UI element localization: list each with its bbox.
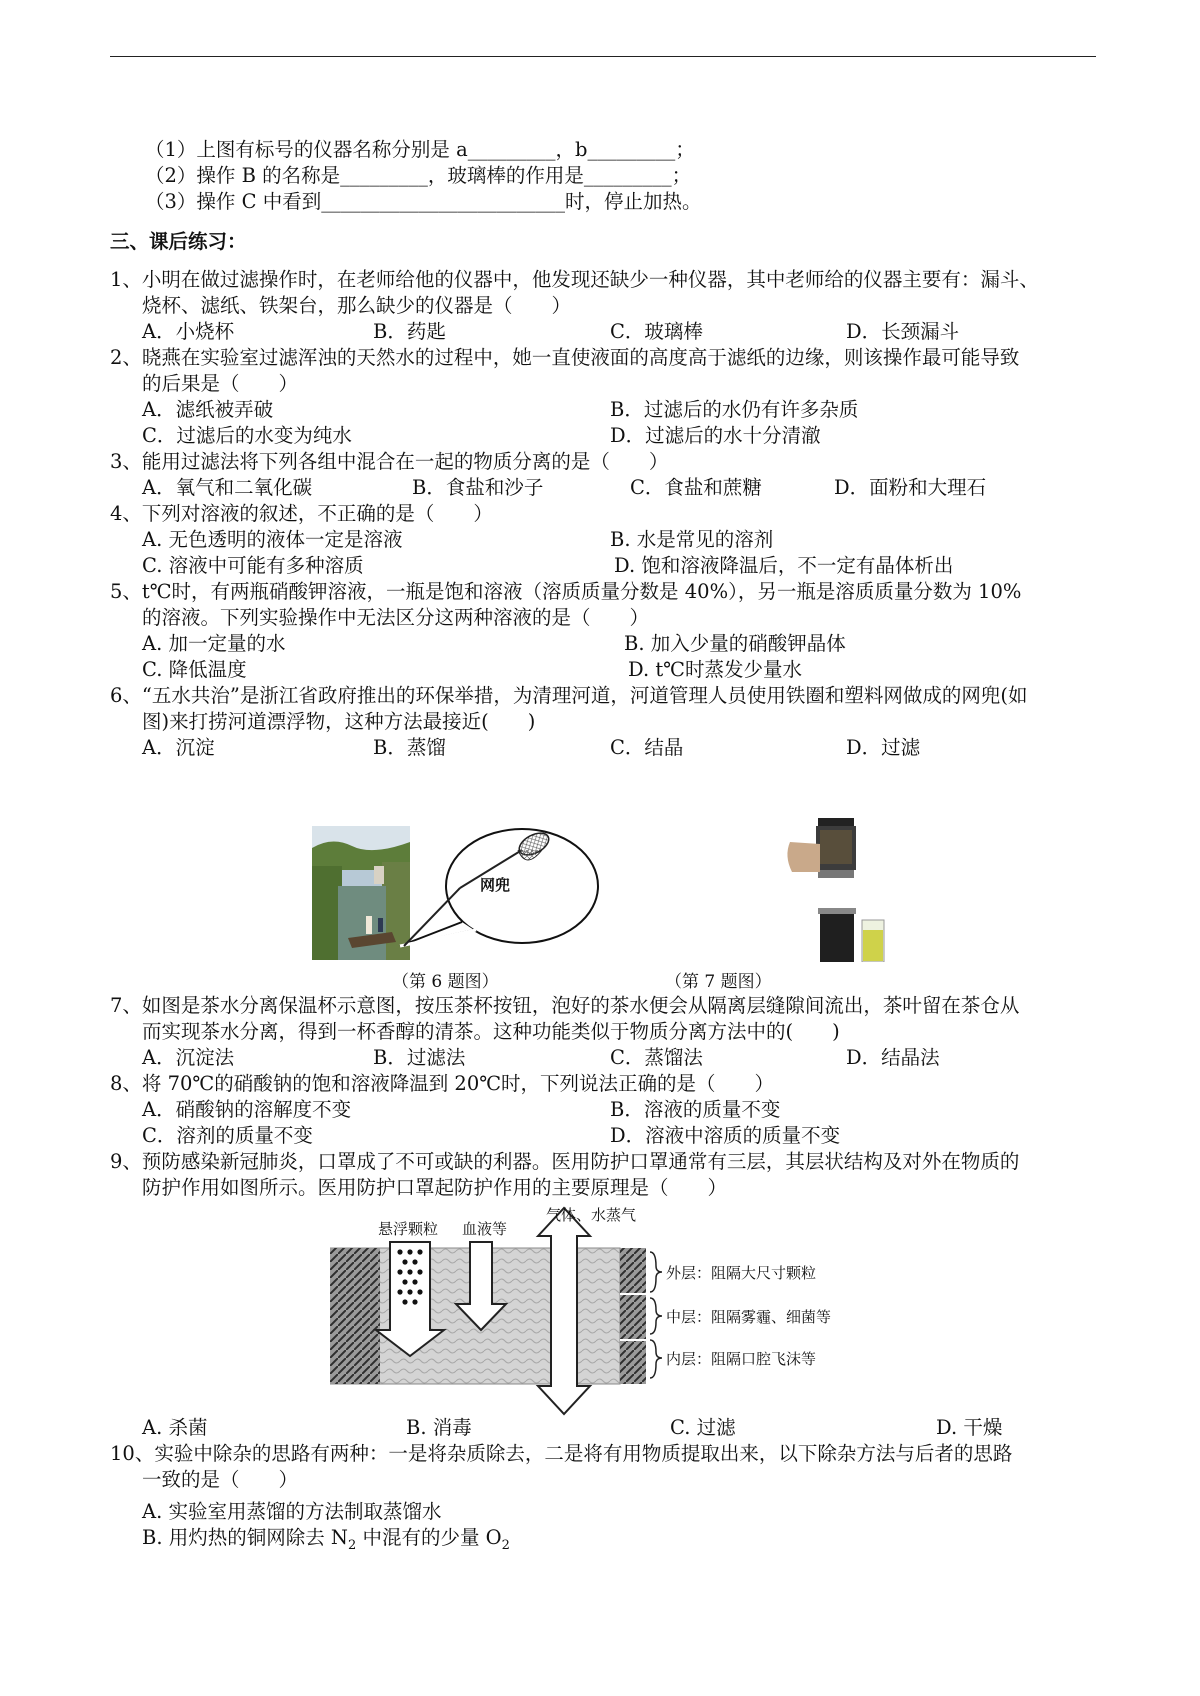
q7-option-a: A．沉淀法 bbox=[142, 1046, 235, 1069]
q1-line-1: 1、小明在做过滤操作时，在老师给他的仪器中，他发现还缺少一种仪器，其中老师给的仪器主要有：漏斗、 bbox=[110, 268, 1039, 291]
q4-line-1: 4、下列对溶液的叙述，不正确的是（ ） bbox=[110, 502, 493, 525]
q1-line-2: 烧杯、滤纸、铁架台，那么缺少的仪器是（ ） bbox=[142, 294, 572, 317]
q9-option-a: A. 杀菌 bbox=[142, 1416, 208, 1439]
label-outer-layer: 外层：阻隔大尺寸颗粒 bbox=[666, 1264, 817, 1282]
q9-line-1: 9、预防感染新冠肺炎，口罩成了不可或缺的利器。医用防护口罩通常有三层，其层状结构及对外在物质的 bbox=[110, 1150, 1020, 1173]
net-label: 网兜 bbox=[480, 876, 511, 894]
q6-line-1: 6、“五水共治”是浙江省政府推出的环保举措，为清理河道，河道管理人员使用铁圈和塑料网做成的网兜(如 bbox=[110, 684, 1028, 707]
q10-option-b-prefix: B. 用灼热的铜网除去 N bbox=[142, 1526, 348, 1549]
label-middle-layer: 中层：阻隔雾霾、细菌等 bbox=[666, 1308, 832, 1326]
q8-line-1: 8、将 70℃的硝酸钠的饱和溶液降温到 20℃时，下列说法正确的是（ ） bbox=[110, 1072, 775, 1095]
q5-option-a: A. 加一定量的水 bbox=[142, 632, 286, 655]
label-inner-layer: 内层：阻隔口腔飞沫等 bbox=[666, 1350, 817, 1368]
sub-question-3: （3）操作 C 中看到_________________________时，停止加热。 bbox=[145, 190, 702, 213]
q4-option-a: A. 无色透明的液体一定是溶液 bbox=[142, 528, 403, 551]
fig6-illustration bbox=[312, 826, 602, 960]
q5-option-c: C. 降低温度 bbox=[142, 658, 247, 681]
q6-option-c: C．结晶 bbox=[610, 736, 684, 759]
q3-option-b: B．食盐和沙子 bbox=[412, 476, 544, 499]
q10-option-b-middle: 中混有的少量 O bbox=[356, 1526, 502, 1549]
q10-option-b-sub1: 2 bbox=[348, 1537, 357, 1553]
top-rule bbox=[110, 56, 1096, 57]
q2-option-d: D．过滤后的水十分清澈 bbox=[610, 424, 821, 447]
q4-option-d: D. 饱和溶液降温后，不一定有晶体析出 bbox=[614, 554, 954, 577]
q8-option-d: D．溶液中溶质的质量不变 bbox=[610, 1124, 841, 1147]
q8-option-b: B．溶液的质量不变 bbox=[610, 1098, 781, 1121]
q2-line-2: 的后果是（ ） bbox=[142, 372, 299, 395]
q9-option-b: B. 消毒 bbox=[406, 1416, 472, 1439]
q7-line-2: 而实现茶水分离，得到一杯香醇的清茶。这种功能类似于物质分离方法中的( ) bbox=[142, 1020, 840, 1043]
q5-line-1: 5、t℃时，有两瓶硝酸钾溶液，一瓶是饱和溶液（溶质质量分数是 40%），另一瓶是溶质质量分数为 10% bbox=[110, 580, 1022, 603]
fig7-illustration bbox=[780, 816, 900, 962]
q8-option-a: A．硝酸钠的溶解度不变 bbox=[142, 1098, 352, 1121]
q4-option-c: C. 溶液中可能有多种溶质 bbox=[142, 554, 364, 577]
q9-line-2: 防护作用如图所示。医用防护口罩起防护作用的主要原理是（ ） bbox=[142, 1176, 728, 1199]
section-heading: 三、课后练习： bbox=[110, 230, 247, 253]
q2-option-c: C．过滤后的水变为纯水 bbox=[142, 424, 352, 447]
label-gas: 气体、水蒸气 bbox=[546, 1206, 637, 1224]
q7-option-b: B．过滤法 bbox=[373, 1046, 466, 1069]
sub-question-2: （2）操作 B 的名称是_________，玻璃棒的作用是_________； bbox=[145, 164, 692, 187]
fig7-caption: （第 7 题图） bbox=[665, 972, 772, 992]
q7-option-d: D．结晶法 bbox=[846, 1046, 940, 1069]
fig6-caption: （第 6 题图） bbox=[392, 972, 499, 992]
q3-line-1: 3、能用过滤法将下列各组中混合在一起的物质分离的是（ ） bbox=[110, 450, 669, 473]
q5-option-d: D. t℃时蒸发少量水 bbox=[628, 658, 802, 681]
tea-glass bbox=[862, 920, 884, 962]
label-particles: 悬浮颗粒 bbox=[378, 1220, 439, 1238]
q3-option-d: D．面粉和大理石 bbox=[834, 476, 987, 499]
q2-option-b: B．过滤后的水仍有许多杂质 bbox=[610, 398, 859, 421]
q3-option-a: A．氧气和二氧化碳 bbox=[142, 476, 313, 499]
q6-line-2: 图)来打捞河道漂浮物，这种方法最接近( ) bbox=[142, 710, 536, 733]
q10-line-2: 一致的是（ ） bbox=[142, 1468, 299, 1491]
sub-question-1: （1）上图有标号的仪器名称分别是 a_________，b_________； bbox=[145, 138, 695, 161]
river-photo bbox=[312, 826, 410, 960]
q5-line-2: 的溶液。下列实验操作中无法区分这两种溶液的是（ ） bbox=[142, 606, 650, 629]
q6-option-a: A．沉淀 bbox=[142, 736, 215, 759]
q10-option-b bbox=[142, 1526, 510, 1558]
q4-option-b: B. 水是常见的溶剂 bbox=[610, 528, 774, 551]
q1-option-c: C．玻璃棒 bbox=[610, 320, 703, 343]
q10-option-a: A. 实验室用蒸馏的方法制取蒸馏水 bbox=[142, 1500, 442, 1523]
q9-option-d: D. 干燥 bbox=[936, 1416, 1003, 1439]
q8-option-c: C．溶剂的质量不变 bbox=[142, 1124, 313, 1147]
q1-option-a: A．小烧杯 bbox=[142, 320, 235, 343]
q1-option-b: B．药匙 bbox=[373, 320, 446, 343]
q10-option-b-sub2: 2 bbox=[501, 1537, 510, 1553]
q2-option-a: A．滤纸被弄破 bbox=[142, 398, 274, 421]
q1-option-d: D．长颈漏斗 bbox=[846, 320, 960, 343]
label-blood: 血液等 bbox=[462, 1220, 508, 1238]
q2-line-1: 2、晓燕在实验室过滤浑浊的天然水的过程中，她一直使液面的高度高于滤纸的边缘，则该操作最可能导致 bbox=[110, 346, 1020, 369]
q7-line-1: 7、如图是茶水分离保温杯示意图，按压茶杯按钮，泡好的茶水便会从隔离层缝隙间流出，茶叶留在茶仓从 bbox=[110, 994, 1020, 1017]
q10-line-1: 10、实验中除杂的思路有两种：一是将杂质除去，二是将有用物质提取出来，以下除杂方法与后者的思路 bbox=[110, 1442, 1013, 1465]
mask-figure bbox=[330, 1206, 870, 1418]
q6-option-d: D．过滤 bbox=[846, 736, 921, 759]
tea-cup bbox=[787, 818, 856, 962]
q6-option-b: B．蒸馏 bbox=[373, 736, 446, 759]
q9-option-c: C. 过滤 bbox=[670, 1416, 736, 1439]
q7-option-c: C．蒸馏法 bbox=[610, 1046, 703, 1069]
q3-option-c: C．食盐和蔗糖 bbox=[630, 476, 762, 499]
q5-option-b: B. 加入少量的硝酸钾晶体 bbox=[624, 632, 846, 655]
